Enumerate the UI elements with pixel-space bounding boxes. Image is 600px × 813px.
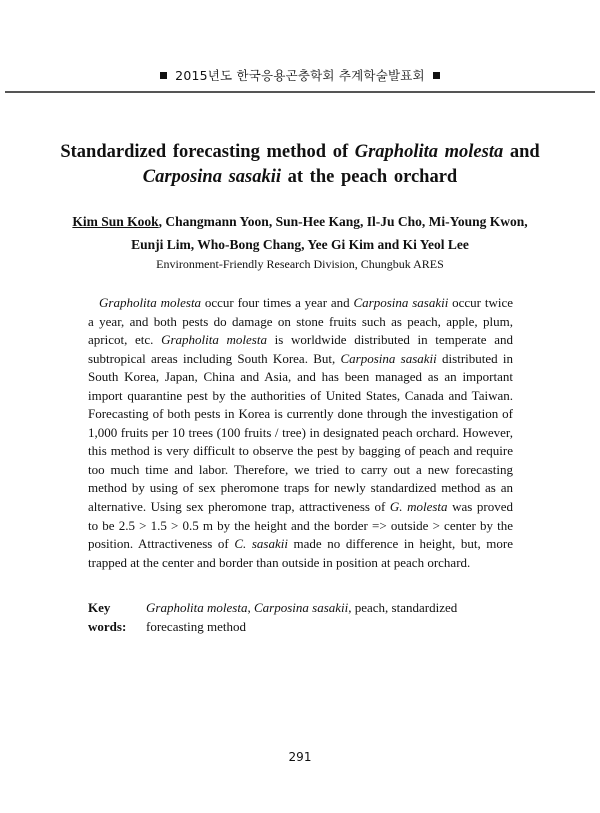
abstract-text: occur four times a year and	[201, 295, 354, 310]
authors-line2: Eunji Lim, Who-Bong Chang, Yee Gi Kim and Ki Yeol Lee	[131, 237, 469, 252]
abstract-text: occur twice a year, and both pests do damage on stone fruits such as peach, apple, plum, apricot, etc.	[88, 295, 513, 348]
keyword-separator: ,	[247, 600, 254, 615]
species-name: Carposina sasakii	[353, 295, 449, 310]
abstract-text: distributed in South Korea, Japan, China and Asia, and has been managed as an important import quarantine pest by the authorities of United States, Canada and Taiwan. Forecasting of both pests in Korea is currently done through the investigation of 1,000 fruits per 10 trees (100 fruits / tree) in designated peach orchard. However, this method is very difficult to observe the pest by bagging of peach and require too much time and labor. Therefore, we tried to carry out a new forecasting method by using of sex pheromone traps for newly standardized method as an alternative. Using sex pheromone trap, attractiveness of	[88, 350, 514, 515]
square-bullet-icon	[433, 72, 440, 79]
running-header	[0, 66, 600, 84]
presenting-author: Kim Sun Kook	[72, 214, 159, 229]
keyword: Carposina sasakii	[253, 600, 349, 615]
keyword: , peach, standardized forecasting method	[146, 600, 458, 634]
title-species: Carposina sasakii	[142, 167, 282, 187]
paper-title	[40, 140, 560, 190]
header-text: 2015년도 한국응용곤충학회 추계학술발표회	[175, 68, 425, 83]
keywords-list	[146, 598, 513, 636]
abstract	[88, 294, 513, 572]
square-bullet-icon	[160, 72, 167, 79]
abstract-text: is worldwide distributed in temperate and subtropical areas including South Korea. But,	[88, 332, 513, 366]
title-text: Standardized forecasting method of	[60, 142, 349, 162]
species-name: Grapholita molesta	[161, 332, 267, 348]
keywords-label: Key words:	[88, 600, 127, 634]
abstract-text: made no difference in height, but, more trapped at the center and border than outside in position at peach orchard.	[88, 536, 513, 570]
species-name: C. sasakii	[234, 536, 288, 552]
title-text: and	[509, 142, 540, 162]
author-list	[40, 210, 560, 256]
keywords	[88, 598, 513, 636]
species-name: Grapholita molesta	[99, 295, 202, 310]
species-name: Carposina sasakii	[340, 350, 437, 366]
header-rule	[5, 91, 595, 93]
title-text: at the peach orchard	[287, 167, 458, 187]
authors-line1: , Changmann Yoon, Sun-Hee Kang, Il-Ju Cho, Mi-Young Kwon,	[158, 214, 528, 229]
title-species: Grapholita molesta	[354, 142, 504, 162]
abstract-text: was proved to be 2.5 > 1.5 > 0.5 m by the height and the border => outside > center by the position. Attractiveness of	[88, 499, 513, 552]
affiliation: Environment-Friendly Research Division, Chungbuk ARES	[156, 257, 444, 271]
page-number: 291	[288, 750, 312, 764]
keyword: Grapholita molesta	[146, 600, 248, 615]
species-name: G. molesta	[389, 499, 448, 515]
